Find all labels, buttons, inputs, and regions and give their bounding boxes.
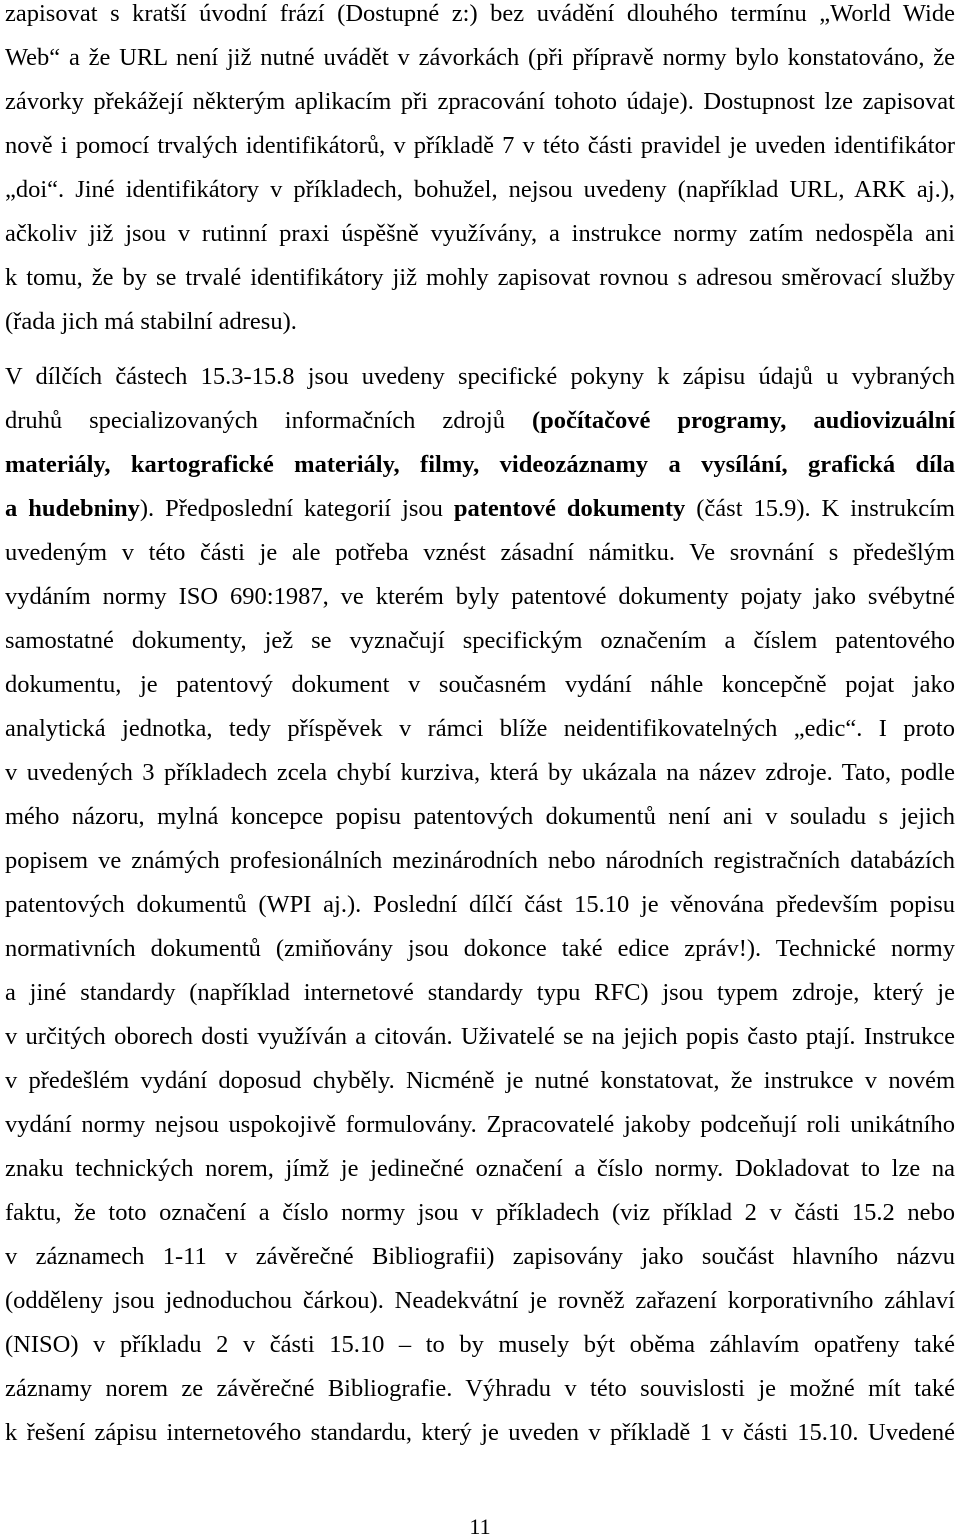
text-line — [5, 256, 955, 300]
text-line — [5, 839, 955, 883]
bold-text: a hudebniny — [5, 495, 140, 522]
text-span: ačkoliv již jsou v rutinní praxi úspěšně využívány, a instrukce normy zatím nedospěla ani — [5, 220, 955, 247]
text-span: v předešlém vydání doposud chyběly. Nicméně je nutné konstatovat, že instrukce v novém — [5, 1067, 955, 1094]
text-span: ). Předposlední kategorií jsou — [139, 495, 454, 522]
text-line — [5, 751, 955, 795]
text-line — [5, 663, 955, 707]
text-span: faktu, že toto označení a číslo normy jsou v příkladech (viz příklad 2 v části 15.2 nebo — [5, 1199, 955, 1226]
text-line — [5, 212, 955, 256]
text-span: v záznamech 1-11 v závěrečné Bibliografii) zapisovány jako součást hlavního názvu — [5, 1243, 955, 1270]
bold-text: patentové dokumenty — [453, 495, 686, 522]
text-line — [5, 1015, 955, 1059]
paragraph — [5, 0, 955, 344]
text-span: a jiné standardy (například internetové standardy typu RFC) jsou typem zdroje, který je — [5, 979, 955, 1006]
bold-text: (počítačové programy, audiovizuální — [531, 407, 956, 434]
text-line — [5, 300, 955, 344]
text-span: (odděleny jsou jednoduchou čárkou). Neadekvátní je rovněž zařazení korporativního záhlaví — [5, 1287, 955, 1314]
text-span: v uvedených 3 příkladech zcela chybí kurziva, která by ukázala na název zdroje. Tato, podle — [5, 759, 955, 786]
text-line — [5, 1147, 955, 1191]
text-span: samostatné dokumenty, jež se vyznačují specifickým označením a číslem patentového — [5, 627, 955, 654]
text-line — [5, 168, 955, 212]
text-line — [5, 619, 955, 663]
text-line — [5, 707, 955, 751]
text-line — [5, 399, 955, 443]
text-span: závorky překážejí některým aplikacím při zpracování tohoto údaje). Dostupnost lze zapisovat — [5, 88, 955, 115]
bold-text: materiály, kartografické materiály, filmy, videozáznamy a vysílání, grafická díla — [5, 451, 955, 478]
text-span: k tomu, že by se trvalé identifikátory již mohly zapisovat rovnou s adresou směrovací služby — [5, 264, 955, 291]
text-span: patentových dokumentů (WPI aj.). Poslední dílčí část 15.10 je věnována především popisu — [5, 891, 955, 918]
text-line — [5, 1103, 955, 1147]
text-line — [5, 1191, 955, 1235]
text-span: (řada jich má stabilní adresu). — [5, 308, 297, 335]
text-span: (část 15.9). K instrukcím — [685, 495, 955, 522]
text-span: zapisovat s kratší úvodní frází (Dostupné z:) bez uvádění dlouhého termínu „World Wide — [5, 0, 955, 27]
text-span: záznamy norem ze závěrečné Bibliografie. Výhradu v této souvislosti je možné mít také — [5, 1375, 955, 1402]
text-line — [5, 0, 955, 36]
page-number: 11 — [469, 1514, 491, 1539]
text-line — [5, 1059, 955, 1103]
document-body — [5, 0, 955, 1455]
text-line — [5, 443, 955, 487]
text-span: druhů specializovaných informačních zdrojů — [5, 407, 532, 434]
text-span: V dílčích částech 15.3-15.8 jsou uvedeny specifické pokyny k zápisu údajů u vybraných — [5, 363, 955, 390]
text-span: (NISO) v příkladu 2 v části 15.10 – to by musely být oběma záhlavím opatřeny také — [5, 1331, 955, 1358]
text-span: mého názoru, mylná koncepce popisu patentových dokumentů není ani v souladu s jejich — [5, 803, 955, 830]
text-line — [5, 1235, 955, 1279]
text-span: znaku technických norem, jímž je jedinečné označení a číslo normy. Dokladovat to lze na — [5, 1155, 955, 1182]
text-span: normativních dokumentů (zmiňovány jsou dokonce také edice zpráv!). Technické normy — [5, 935, 955, 962]
text-span: k řešení zápisu internetového standardu, který je uveden v příkladě 1 v části 15.10. Uvedené — [5, 1419, 955, 1446]
text-line — [5, 971, 955, 1015]
text-span: „doi“. Jiné identifikátory v příkladech, bohužel, nejsou uvedeny (například URL, ARK aj.), — [5, 176, 955, 203]
text-line — [5, 1323, 955, 1367]
text-span: v určitých oborech dosti využíván a citován. Uživatelé se na jejich popis často ptají. Instrukce — [5, 1023, 955, 1050]
text-line — [5, 36, 955, 80]
text-line — [5, 883, 955, 927]
text-line — [5, 1411, 955, 1455]
text-line — [5, 795, 955, 839]
text-line — [5, 355, 955, 399]
text-span: uvedeným v této části je ale potřeba vznést zásadní námitku. Ve srovnání s předešlým — [5, 539, 955, 566]
text-span: nově i pomocí trvalých identifikátorů, v příkladě 7 v této části pravidel je uveden identifikátor — [5, 132, 955, 159]
text-line — [5, 531, 955, 575]
text-line — [5, 487, 955, 531]
text-line — [5, 1367, 955, 1411]
text-span: analytická jednotka, tedy příspěvek v rámci blíže neidentifikovatelných „edic“. I proto — [5, 715, 955, 742]
text-span: Web“ a že URL není již nutné uvádět v závorkách (při přípravě normy bylo konstatováno, že — [5, 44, 955, 71]
text-line — [5, 80, 955, 124]
text-line — [5, 575, 955, 619]
text-span: dokumentu, je patentový dokument v současném vydání náhle koncepčně pojat jako — [5, 671, 955, 698]
text-line — [5, 124, 955, 168]
text-span: vydání normy nejsou uspokojivě formulovány. Zpracovatelé jakoby podceňují roli unikátního — [5, 1111, 955, 1138]
text-span: vydáním normy ISO 690:1987, ve kterém byly patentové dokumenty pojaty jako svébytné — [5, 583, 955, 610]
paragraph — [5, 355, 955, 1455]
text-line — [5, 927, 955, 971]
text-span: popisem ve známých profesionálních mezinárodních nebo národních registračních databázích — [5, 847, 955, 874]
text-line — [5, 1279, 955, 1323]
